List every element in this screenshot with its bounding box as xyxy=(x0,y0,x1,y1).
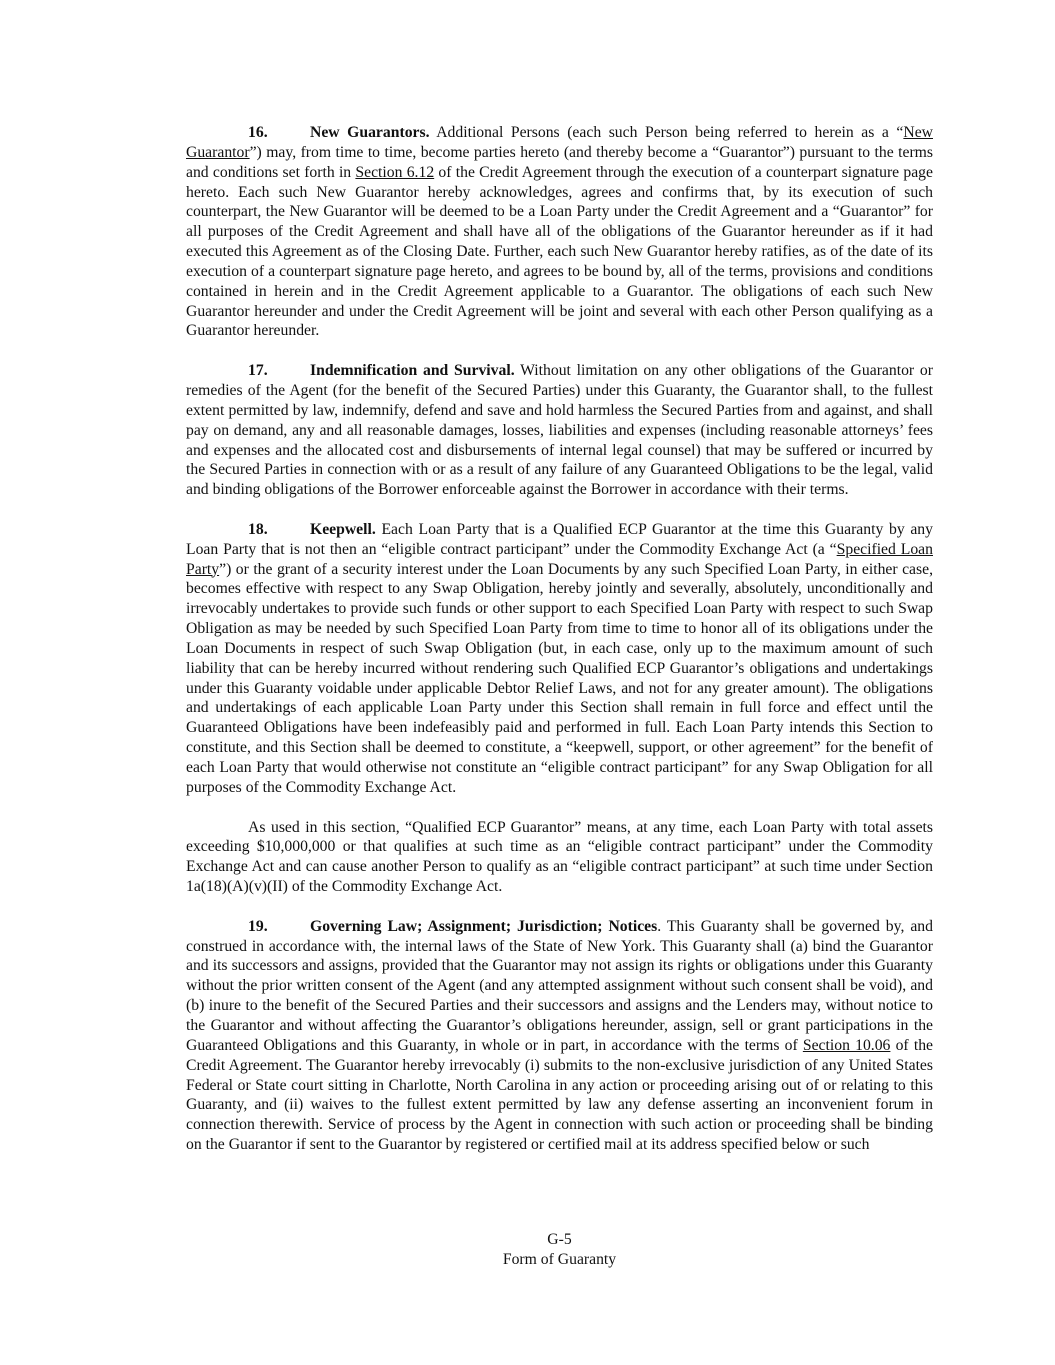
section-heading: Governing Law; Assignment; Jurisdiction; Notices xyxy=(310,917,658,935)
section-number: 17. xyxy=(248,362,268,380)
section-19 xyxy=(186,917,933,1155)
section-heading: Keepwell. xyxy=(310,520,376,538)
paragraph-text: As used in this section, “Qualified ECP Guarantor” means, at any time, each Loan Party with total assets exceeding $10,000,000 or that qualifies at such time as an “eligible contract participant” under the Commodity Exchange Act and can cause another Person to qualify as an “eligible contract participant” at such time under Section 1a(18)(A)(v)(II) of the Commodity Exchange Act. xyxy=(186,818,933,896)
section-reference-10-06: Section 10.06 xyxy=(802,1036,891,1054)
section-number: 16. xyxy=(248,124,268,141)
defined-term-specified-loan-party: Specified Loan Party xyxy=(186,540,933,578)
section-heading: Indemnification and Survival. xyxy=(310,362,515,380)
section-text: Without limitation on any other obligations of the Guarantor or remedies of the Agent (for the benefit of the Secured Parties) under this Guaranty, the Guarantor shall, to the fullest extent permitted by law, indemnify, defend and save and hold harmless the Secured Parties from and against, and shall pay on demand, any and all reasonable damages, losses, liabilities and expenses (including reasonable attorneys’ fees and expenses and the allocated cost and disbursements of internal legal counsel) that may be suffered or incurred by the Secured Parties in connection with or as a result of any failure of any Guaranteed Obligations to be the legal, valid and binding obligations of the Borrower enforceable against the Borrower in accordance with their terms. xyxy=(186,362,933,499)
document-body xyxy=(186,123,933,1175)
page-number: G-5 xyxy=(547,1231,572,1248)
section-reference-6-12: Section 6.12 xyxy=(355,163,435,181)
section-16 xyxy=(186,123,933,341)
page-footer xyxy=(186,1230,933,1270)
section-17 xyxy=(186,361,933,500)
section-text: of the Credit Agreement through the execution of a counterpart signature page hereto. Each such New Guarantor hereby acknowledges, agrees and confirms that, by its execution of such counterpart, the New Guarantor will be deemed to be a Loan Party under the Credit Agreement and a “Guarantor” for all purposes of the Credit Agreement and shall have all of the obligations of the Guarantor hereunder as if it had executed this Agreement as of the Closing Date. Further, each such New Guarantor hereby ratifies, as of the date of its execution of a counterpart signature page hereto, and agrees to be bound by, all of the terms, provisions and conditions contained in herein and in the Credit Agreement applicable to a Guarantor. The obligations of each such New Guarantor hereunder and under the Credit Agreement will be joint and several with each other Person qualifying as a Guarantor hereunder. xyxy=(186,163,933,340)
section-number: 18. xyxy=(248,520,268,538)
section-heading: New Guarantors. xyxy=(310,124,430,141)
section-number: 19. xyxy=(248,917,268,935)
section-18 xyxy=(186,520,933,798)
section-text: of the Credit Agreement. The Guarantor hereby irrevocably (i) submits to the non-exclusive jurisdiction of any United States Federal or State court sitting in Charlotte, North Carolina in any action or proceeding arising out of or relating to this Guaranty, and (ii) waives to the fullest extent permitted by law any defense asserting an inconvenient forum in connection therewith. Service of process by the Agent in connection with such action or proceeding shall be binding on the Guarantor if sent to the Guarantor by registered or certified mail at its address specified below or such xyxy=(186,1036,934,1154)
document-title: Form of Guaranty xyxy=(502,1251,617,1268)
section-text: Additional Persons (each such Person being referred to herein as a “ xyxy=(429,124,904,141)
section-text: ”) may, from time to time, become parties hereto (and thereby become a “Guarantor”) pursuant to the terms and conditions set forth in xyxy=(186,143,933,181)
section-text: ”) or the grant of a security interest under the Loan Documents by any such Specified Loan Party, in either case, becomes effective with respect to any Swap Obligation, hereby jointly and severally, absolutely, unconditionally and irrevocably undertakes to provide such funds or other support to each Specified Loan Party with respect to such Swap Obligation as may be needed by such Specified Loan Party from time to time to honor all of its obligations under the Loan Documents in respect of such Swap Obligation (but, in each case, only up to the maximum amount of such liability that can be hereby incurred without rendering such Qualified ECP Guarantor’s obligations and undertakings under this Guaranty voidable under applicable Debtor Relief Laws, and not for any greater amount). The obligations and undertakings of each applicable Loan Party under this Section shall remain in full force and effect until the Guaranteed Obligations have been indefeasibly paid and performed in full. Each Loan Party intends this Section to constitute, and this Section shall be deemed to constitute, a “keepwell, support, or other agreement” for the benefit of each Loan Party that would otherwise not constitute an “eligible contract participant” for any Swap Obligation for all purposes of the Commodity Exchange Act. xyxy=(186,560,933,796)
section-text: Each Loan Party that is a Qualified ECP Guarantor at the time this Guaranty by any Loan Party that is not then an “eligible contract participant” under the Commodity Exchange Act (a “ xyxy=(186,520,933,558)
qualified-ecp-definition xyxy=(186,818,933,897)
section-text: . This Guaranty shall be governed by, and construed in accordance with, the internal laws of the State of New York. This Guaranty shall (a) bind the Guarantor and its successors and assigns, provided that the Guarantor may not assign its rights or obligations under this Guaranty without the prior written consent of the Agent (and any attempted assignment without such consent shall be void), and (b) inure to the benefit of the Secured Parties and their successors and assigns and the Lenders may, without notice to the Guarantor and without affecting the Guarantor’s obligations hereunder, assign, sell or grant participations in the Guaranteed Obligations and this Guaranty, in whole or in part, in accordance with the terms of xyxy=(186,917,933,1054)
defined-term-new-guarantor: New Guarantor xyxy=(186,124,933,161)
